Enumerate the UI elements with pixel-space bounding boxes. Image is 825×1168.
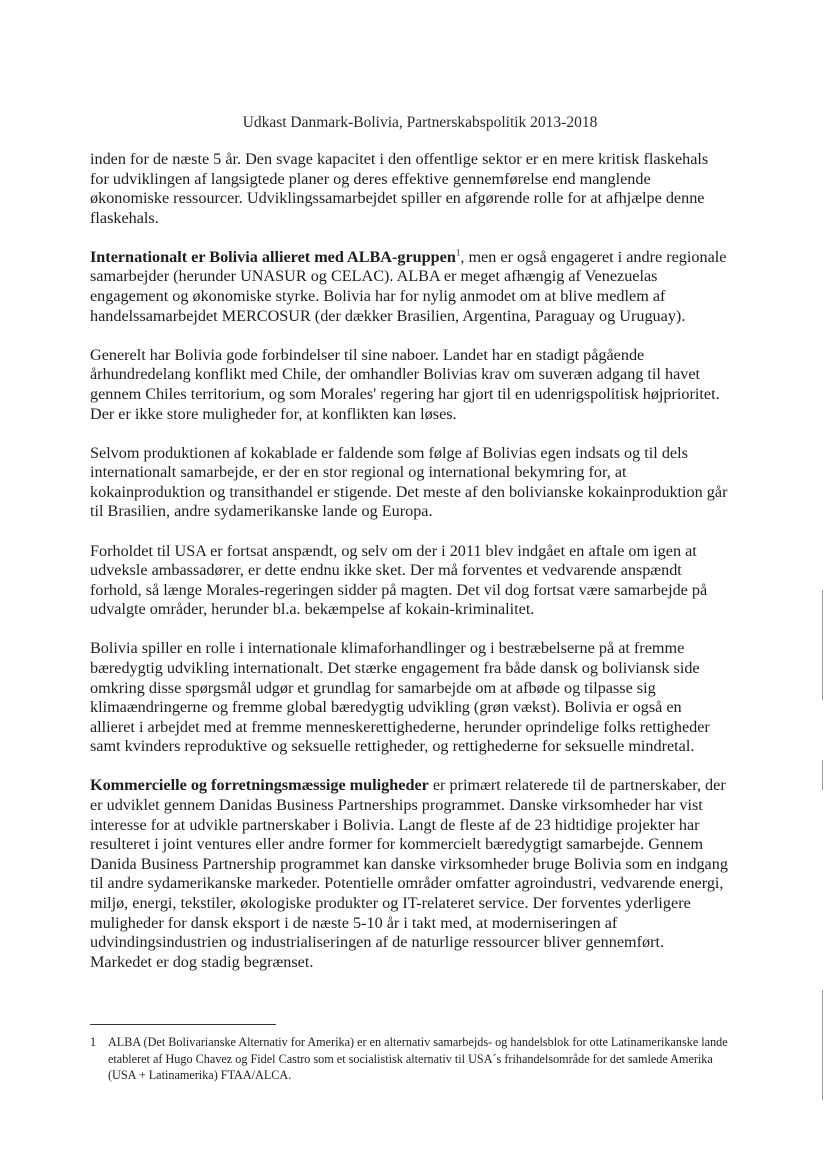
paragraph-coca: Selvom produktionen af kokablade er faldende som følge af Bolivias egen indsats og til dels internationalt samarbejde, er der en stor regional og international bekymring for, at kokainproduktion og transithandel er stigende. Det meste af den bolivianske kokainproduktion går til Brasilien, andre sydamerikanske lande og Europa. (90, 443, 728, 521)
paragraph-alba-text: , men er også engageret i andre regionale samarbejder (herunder UNASUR og CELAC). ALBA er meget afhængig af Venezuelas engagement og økonomiske styrke. Bolivia har for nylig anmodet om at blive medlem af handelssamarbejdet MERCOSUR (der dækker Brasilien, Argentina, Paraguay og Uruguay). (90, 247, 727, 325)
paragraph-climate: Bolivia spiller en rolle i internationale klimaforhandlinger og i bestræbelserne på at fremme bæredygtig udvikling internationalt. Det stærke engagement fra både dansk og boliviansk side omkring disse spørgsmål udgør et grundlag for samarbejde om at afbøde og tilpasse sig klimaændringerne og fremme global bæredygtig udvikling (grøn vækst). Bolivia er også en allieret i arbejdet med at fremme menneskerettighederne, herunder oprindelige folks rettigheder samt kvinders reproduktive og seksuelle rettigheder, og rettighederne for seksuelle mindretal. (90, 639, 710, 756)
paragraph-capacity: inden for de næste 5 år. Den svage kapacitet i den offentlige sektor er en mere kritisk flaskehals for udviklingen af langsigtede planer og deres effektive gennemførelse end manglende økonomiske ressourcer. Udviklingssamarbejdet spiller en afgørende rolle for at afhjælpe denne flaskehals. (90, 150, 709, 227)
paragraph-neighbors: Generelt har Bolivia gode forbindelser til sine naboer. Landet har en stadigt pågående århundredelang konflikt med Chile, der omhandler Bolivias krav om suveræn adgang til havet gennem Chiles territorium, og som Morales' regering har gjort til en udenrigspolitisk højprioritet. Der er ikke store muligheder for, at konflikten kan løses. (90, 345, 720, 423)
footnote-text: ALBA (Det Bolivarianske Alternativ for Amerika) er en alternativ samarbejds- og handelsblok for otte Latinamerikanske lande etableret af Hugo Chavez og Fidel Castro som et socialistisk alternativ til USA´s frihandelsområde for det samlede Amerika (USA + Latinamerika) FTAA/ALCA. (108, 1035, 728, 1082)
paragraph-alba (90, 248, 730, 326)
footnote (90, 1034, 730, 1084)
scan-edge-marks (819, 0, 825, 1168)
paragraph-alba-lead: Internationalt er Bolivia allieret med ALBA-gruppen (90, 247, 456, 266)
paragraph-commercial-text: er primært relaterede til de partnerskaber, der er udviklet gennem Danidas Business Partnerships programmet. Danske virksomheder har vist interesse for at udvikle partnerskaber i Bolivia. Langt de fleste af de 23 hidtidige projekter har resulteret i joint ventures eller andre former for kommercielt bæredygtigt samarbejde. Gennem Danida Business Partnership programmet kan danske virksomheder bruge Bolivia som en indgang til andre sydamerikanske markeder. Potentielle områder omfatter agroindustri, vedvarende energi, miljø, energi, tekstiler, økologiske produkter og IT-relateret service. Der forventes yderligere muligheder for dansk eksport i de næste 5-10 år i takt med, at moderniseringen af udvindingsindustrien og industrialiseringen af de naturlige ressourcer bliver gennemført. Markedet er dog stadig begrænset. (90, 776, 728, 971)
footnote-divider (90, 1024, 276, 1025)
paragraph-commercial-lead: Kommercielle og forretningsmæssige muligheder (90, 776, 429, 795)
paragraph-commercial (90, 776, 730, 972)
footnote-reference[interactable]: 1 (455, 247, 461, 258)
footnote-number: 1 (90, 1035, 97, 1049)
document-body (90, 150, 730, 992)
paragraph-usa: Forholdet til USA er fortsat anspændt, og selv om der i 2011 blev indgået en aftale om igen at udveksle ambassadører, er dette endnu ikke sket. Der må forventes et vedvarende anspændt forhold, så længe Morales-regeringen sidder på magten. Det vil dog fortsat være samarbejde på udvalgte områder, herunder bl.a. bekæmpelse af kokain-kriminalitet. (90, 541, 708, 619)
page-header: Udkast Danmark-Bolivia, Partnerskabspolitik 2013-2018 (242, 114, 598, 131)
